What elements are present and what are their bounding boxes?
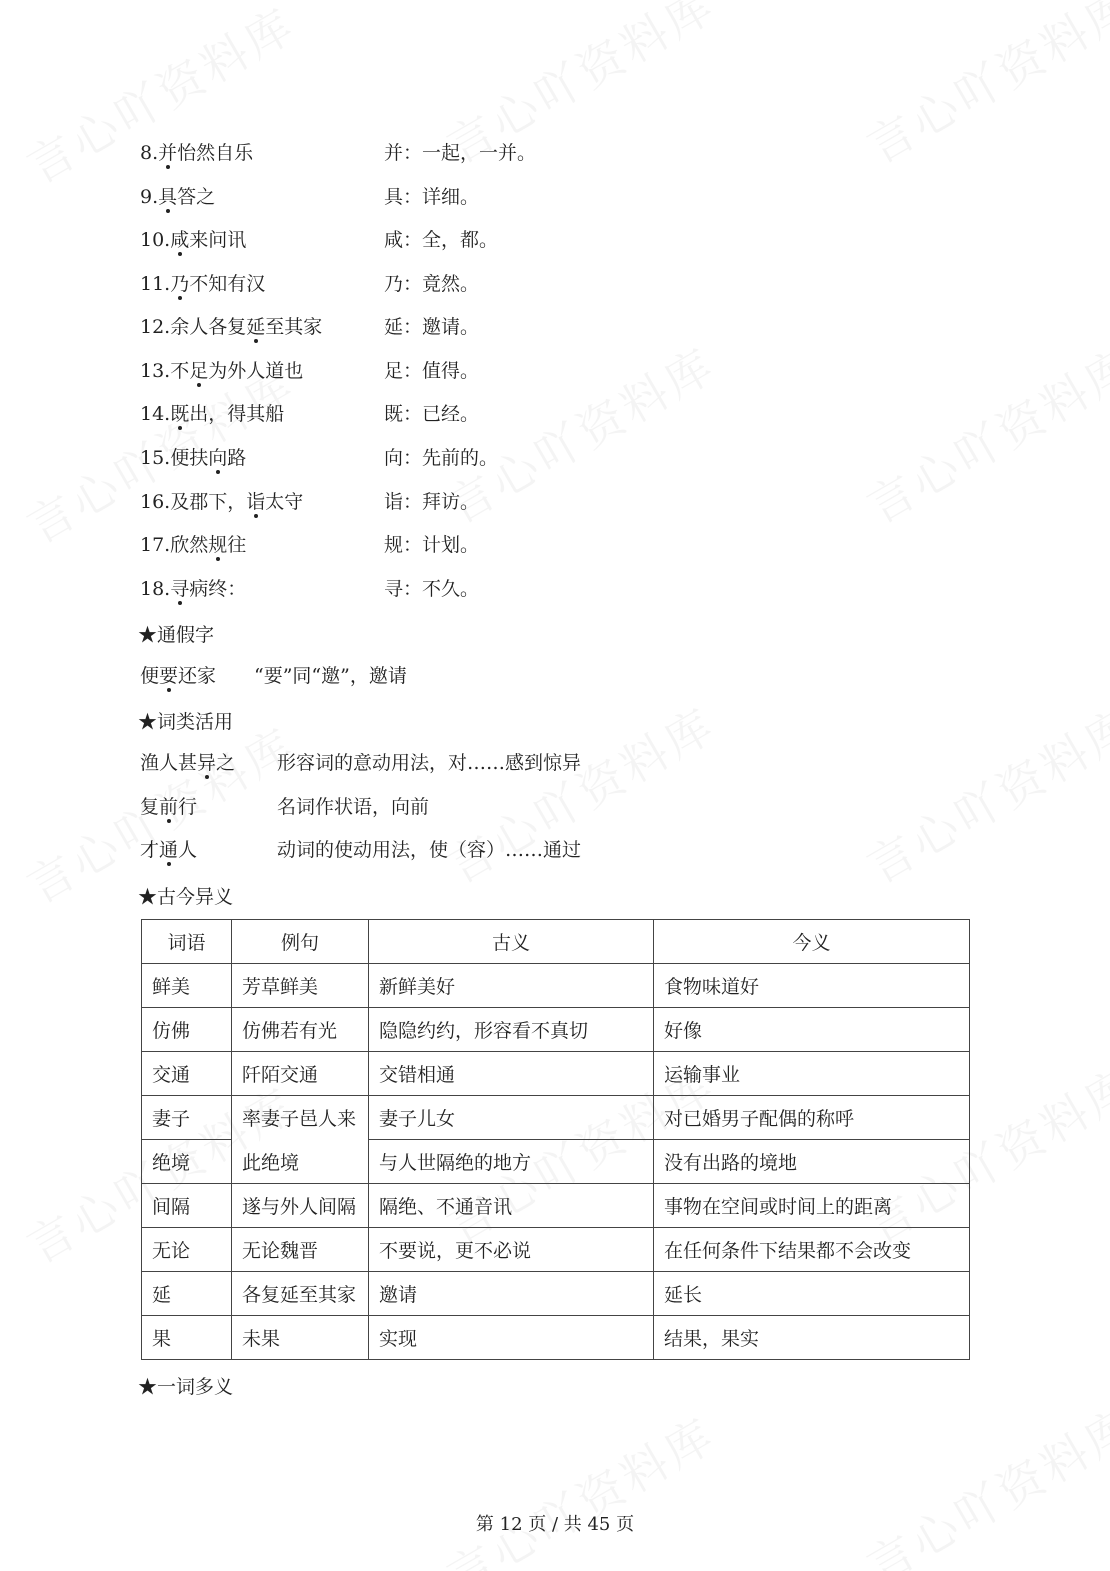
table-cell: 交错相通 — [369, 1052, 654, 1096]
table-row — [142, 1272, 970, 1316]
vocab-definition: 乃：竟然。 — [384, 273, 480, 295]
emphasis-char: 异 — [197, 752, 217, 774]
vocab-item: 18.寻病终： 寻：不久。 — [140, 574, 246, 604]
table-cell: 结果，果实 — [654, 1316, 970, 1360]
watermark — [854, 329, 1110, 536]
vocab-item: 12.余人各复延至其家 延：邀请。 — [140, 312, 322, 342]
table-cell: 邀请 — [369, 1272, 654, 1316]
vocab-item: 17.欣然规往 规：计划。 — [140, 530, 246, 560]
gujin-table — [141, 919, 970, 1360]
table-cell: 事物在空间或时间上的距离 — [654, 1184, 970, 1228]
table-cell: 阡陌交通 — [232, 1052, 369, 1096]
emphasis-char: 延 — [246, 316, 266, 338]
table-cell: 隐隐约约，形容看不真切 — [369, 1008, 654, 1052]
table-row — [142, 1052, 970, 1096]
vocab-definition: 寻：不久。 — [384, 578, 480, 600]
watermark — [854, 689, 1110, 896]
table-cell: 无论 — [142, 1228, 232, 1272]
table-header-row — [142, 920, 970, 964]
header-cell: 词语 — [142, 920, 232, 964]
table-cell: 与人世隔绝的地方 — [369, 1140, 654, 1184]
emphasis-char: 通 — [159, 839, 179, 861]
table-row — [142, 1140, 970, 1184]
vocab-definition: 诣：拜访。 — [384, 491, 480, 513]
table-cell: 交通 — [142, 1052, 232, 1096]
section-heading-gujin: ★古今异义 — [138, 886, 234, 908]
emphasis-char: 要 — [159, 665, 179, 687]
vocab-definition: 规：计划。 — [384, 534, 480, 556]
emphasis-char: 向 — [208, 447, 228, 469]
table-cell: 延长 — [654, 1272, 970, 1316]
watermark — [434, 1399, 727, 1571]
table-cell: 此绝境 — [232, 1140, 369, 1184]
vocab-item: 16.及郡下，诣太守 诣：拜访。 — [140, 487, 303, 517]
vocab-item: 11.乃不知有汉 乃：竟然。 — [140, 269, 265, 299]
watermark — [434, 689, 727, 896]
emphasis-char: 足 — [189, 360, 209, 382]
vocab-item: 15.便扶向路 向：先前的。 — [140, 443, 246, 473]
table-cell: 绝境 — [142, 1140, 232, 1184]
table-cell: 新鲜美好 — [369, 964, 654, 1008]
emphasis-char: 咸 — [170, 229, 190, 251]
cilei-item: 复前行 名词作状语，向前 — [140, 792, 197, 822]
emphasis-char: 乃 — [170, 273, 190, 295]
table-cell: 果 — [142, 1316, 232, 1360]
page-footer: 第 12 页 / 共 45 页 — [475, 1514, 635, 1535]
table-cell: 隔绝、不通音讯 — [369, 1184, 654, 1228]
cilei-definition: 动词的使动用法，使（容）……通过 — [277, 839, 582, 861]
table-cell: 妻子儿女 — [369, 1096, 654, 1140]
table-row — [142, 1184, 970, 1228]
table-cell: 食物味道好 — [654, 964, 970, 1008]
table-cell: 仿佛若有光 — [232, 1008, 369, 1052]
table-row — [142, 1008, 970, 1052]
vocab-item: 8.并怡然自乐 并：一起，一并。 — [140, 138, 253, 168]
vocab-definition: 具：详细。 — [384, 186, 480, 208]
table-row — [142, 964, 970, 1008]
header-cell: 今义 — [654, 920, 970, 964]
table-cell: 延 — [142, 1272, 232, 1316]
emphasis-char: 具 — [158, 186, 178, 208]
table-cell: 不要说，更不必说 — [369, 1228, 654, 1272]
table-row — [142, 1228, 970, 1272]
watermark — [854, 0, 1110, 177]
table-row — [142, 1096, 970, 1140]
table-cell: 实现 — [369, 1316, 654, 1360]
vocab-definition: 延：邀请。 — [384, 316, 480, 338]
vocab-definition: 咸：全，都。 — [384, 229, 499, 251]
emphasis-char: 诣 — [246, 491, 266, 513]
table-cell: 仿佛 — [142, 1008, 232, 1052]
vocab-definition: 足：值得。 — [384, 360, 480, 382]
vocab-item: 10.咸来问讯 咸：全，都。 — [140, 225, 246, 255]
header-cell: 例句 — [232, 920, 369, 964]
watermark — [854, 1389, 1110, 1571]
table-cell: 鲜美 — [142, 964, 232, 1008]
vocab-definition: 既：已经。 — [384, 403, 480, 425]
table-cell: 遂与外人间隔 — [232, 1184, 369, 1228]
table-cell: 没有出路的境地 — [654, 1140, 970, 1184]
section-heading-tongjia: ★通假字 — [138, 624, 215, 646]
section-heading-yici: ★一词多义 — [138, 1376, 234, 1398]
tongjia-definition: “要”同“邀”，邀请 — [254, 665, 407, 687]
cilei-definition: 形容词的意动用法，对……感到惊异 — [277, 752, 582, 774]
cilei-definition: 名词作状语，向前 — [277, 796, 430, 818]
tongjia-item: 便要还家 “要”同“邀”，邀请 — [140, 661, 216, 691]
emphasis-char: 规 — [208, 534, 228, 556]
cilei-item: 才通人 动词的使动用法，使（容）……通过 — [140, 835, 197, 865]
vocab-item: 13.不足为外人道也 足：值得。 — [140, 356, 303, 386]
emphasis-char: 既 — [170, 403, 190, 425]
vocab-definition: 并：一起，一并。 — [384, 142, 537, 164]
vocab-definition: 向：先前的。 — [384, 447, 499, 469]
section-heading-cilei: ★词类活用 — [138, 711, 234, 733]
table-cell: 芳草鲜美 — [232, 964, 369, 1008]
table-row — [142, 1316, 970, 1360]
vocab-item: 9.具答之 具：详细。 — [140, 182, 215, 212]
header-cell: 古义 — [369, 920, 654, 964]
table-cell: 运输事业 — [654, 1052, 970, 1096]
table-cell: 率妻子邑人来 — [232, 1096, 369, 1140]
vocab-item: 14.既出，得其船 既：已经。 — [140, 399, 284, 429]
emphasis-char: 寻 — [170, 578, 190, 600]
emphasis-char: 并 — [158, 142, 178, 164]
cilei-item: 渔人甚异之 形容词的意动用法，对……感到惊异 — [140, 748, 235, 778]
table-cell: 好像 — [654, 1008, 970, 1052]
table-cell: 对已婚男子配偶的称呼 — [654, 1096, 970, 1140]
table-cell: 未果 — [232, 1316, 369, 1360]
emphasis-char: 前 — [159, 796, 179, 818]
table-cell: 妻子 — [142, 1096, 232, 1140]
table-cell: 各复延至其家 — [232, 1272, 369, 1316]
table-cell: 间隔 — [142, 1184, 232, 1228]
table-cell: 无论魏晋 — [232, 1228, 369, 1272]
table-cell: 在任何条件下结果都不会改变 — [654, 1228, 970, 1272]
